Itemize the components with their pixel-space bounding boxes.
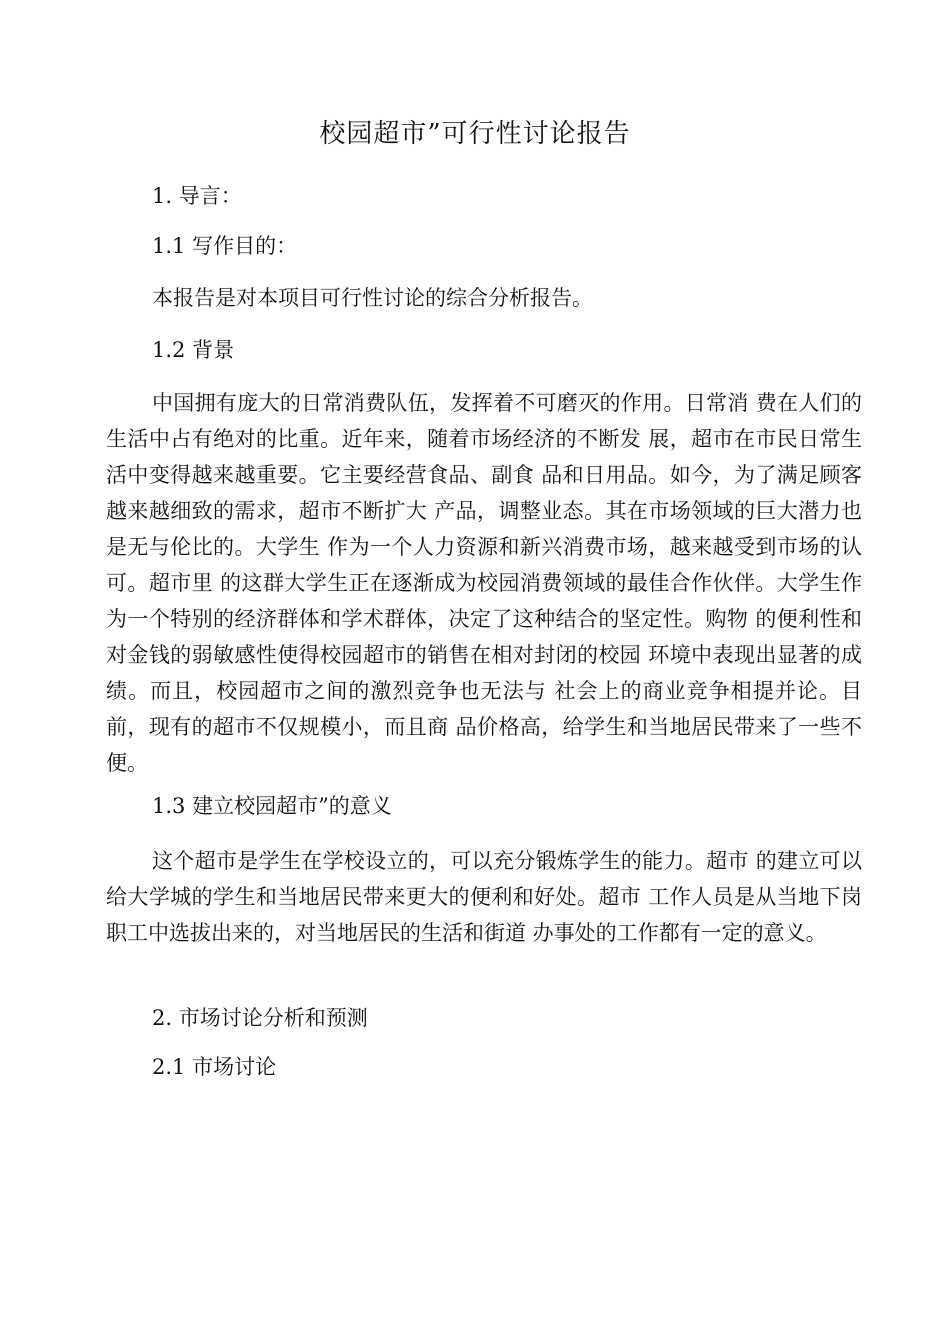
paragraph-significance: 这个超市是学生在学校设立的，可以充分锻炼学生的能力。超市 的建立可以给大学城的学生和当地居民带来更大的便利和好处。超市 工作人员是从当地下岗职工中选拔出来的，对当地居民的生活和街道 办事处的工作都有一定的意义。 [106,849,862,945]
heading-significance: 1.3 建立校园超市”的意义 [152,794,392,818]
heading-market-discussion: 2.1 市场讨论 [152,1055,277,1079]
paragraph-writing-purpose: 本报告是对本项目可行性讨论的综合分析报告。 [152,286,593,310]
document-title: 校园超市”可行性讨论报告 [319,119,631,149]
heading-background: 1.2 背景 [152,338,235,362]
paragraph-background: 中国拥有庞大的日常消费队伍，发挥着不可磨灭的作用。日常消 费在人们的生活中占有绝对的比重。近年来，随着市场经济的不断发 展，超市在市民日常生活中变得越来越重要。它主要经营食品、副食 品和日用品。如今，为了满足顾客越来越细致的需求，超市不断扩大 产品，调整业态。其在市场领域的巨大潜力也是无与伦比的。大学生 作为一个人力资源和新兴消费市场，越来越受到市场的认可。超市里 的这群大学生正在逐渐成为校园消费领域的最佳合作伙伴。大学生作 为一个特别的经济群体和学术群体，决定了这种结合的坚定性。购物 的便利性和对金钱的弱敏感性使得校园超市的销售在相对封闭的校园 环境中表现出显著的成绩。而且，校园超市之间的激烈竞争也无法与 社会上的商业竞争相提并论。目前，现有的超市不仅规模小，而且商 品价格高，给学生和当地居民带来了一些不便。 [106,391,862,775]
heading-market-analysis: 2. 市场讨论分析和预测 [152,1006,368,1030]
heading-introduction: 1. 导言： [152,184,242,208]
heading-writing-purpose: 1.1 写作目的： [152,234,298,258]
